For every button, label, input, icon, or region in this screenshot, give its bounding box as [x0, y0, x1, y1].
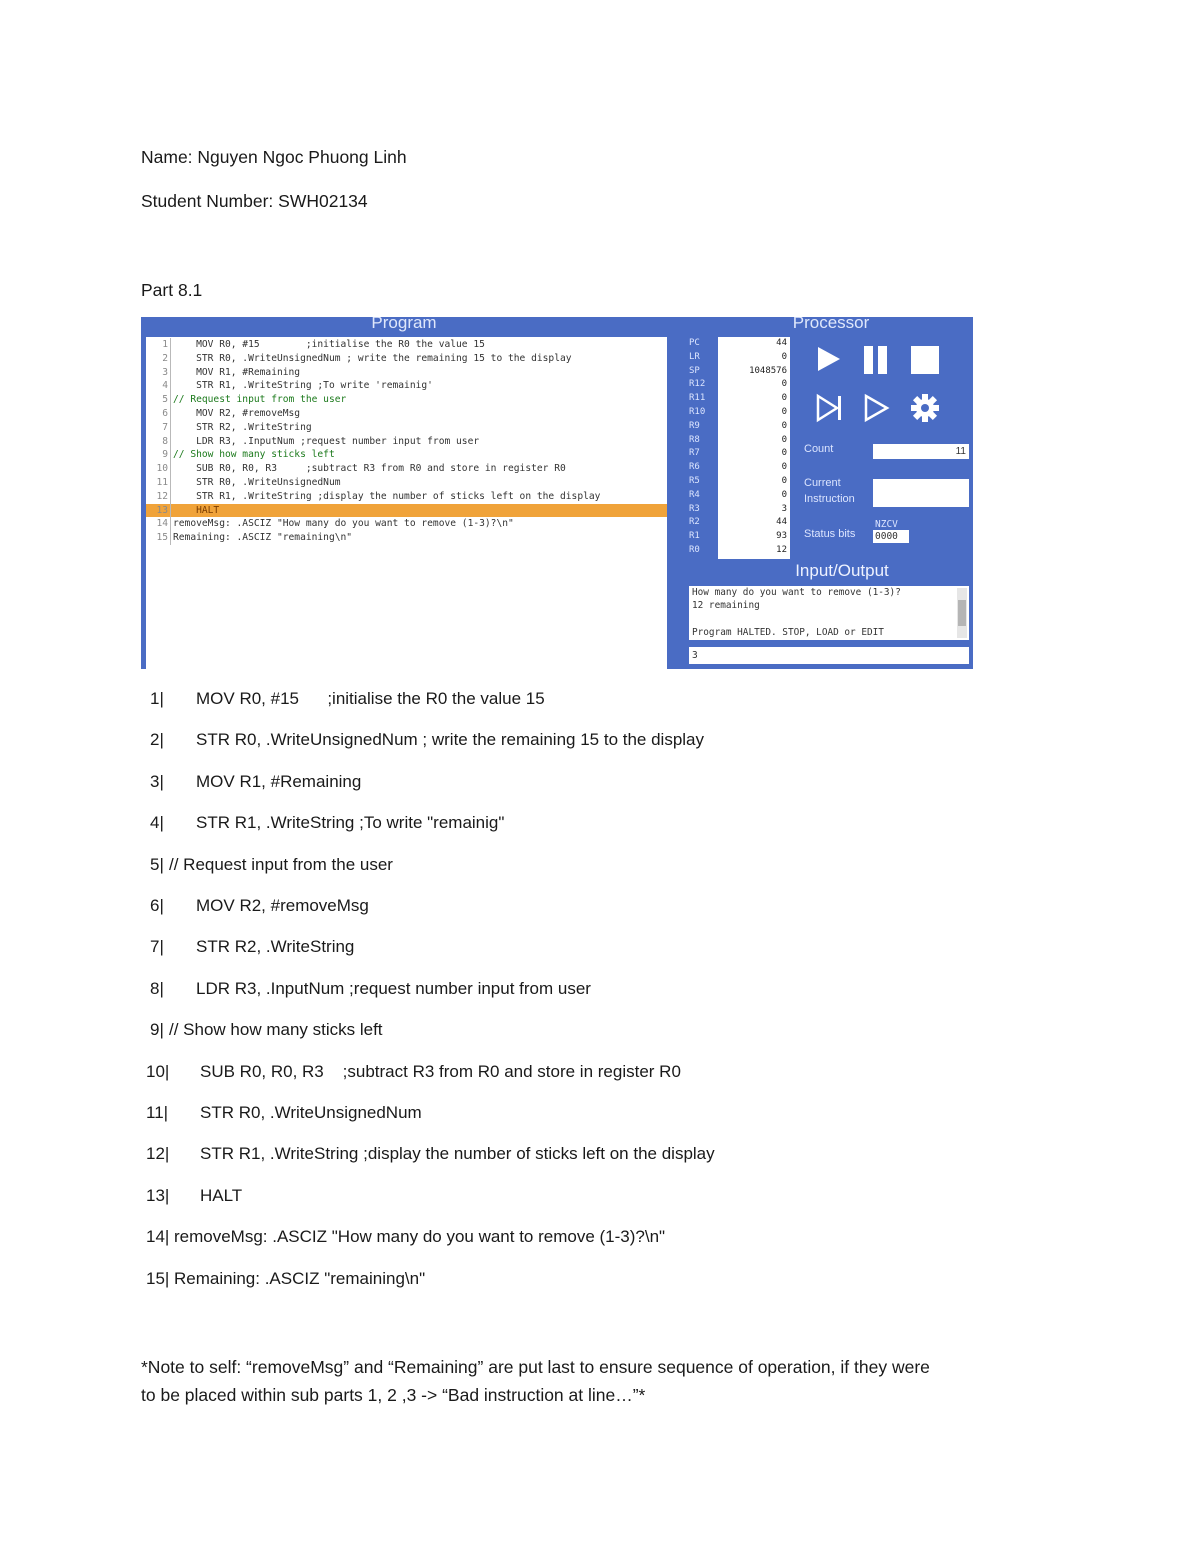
- listing-line-text: MOV R0, #15 ;initialise the R0 the value 15: [196, 689, 545, 708]
- io-input-value[interactable]: 3: [692, 650, 698, 661]
- code-line[interactable]: [146, 352, 667, 366]
- note-line-1: *Note to self: “removeMsg” and “Remaining” are put last to ensure sequence of operation, if they were: [141, 1357, 930, 1377]
- listing-line-number: 12|: [146, 1144, 170, 1164]
- register-name: LR: [689, 351, 700, 362]
- note-line-2: to be placed within sub parts 1, 2 ,3 -> “Bad instruction at line…”*: [141, 1385, 646, 1405]
- register-name: R0: [689, 545, 700, 555]
- code-line-number: 11: [146, 476, 171, 490]
- register-value: 12: [776, 545, 787, 555]
- register-name: R12: [689, 379, 706, 390]
- register-name: R6: [689, 462, 700, 473]
- register-name: R3: [689, 503, 700, 514]
- code-line-text: // Request input from the user: [173, 394, 347, 406]
- code-line[interactable]: [146, 476, 667, 490]
- code-line-number: 6: [146, 407, 171, 421]
- status-bits-label: Status bits: [804, 528, 856, 540]
- code-line-number: 2: [146, 352, 171, 366]
- listing-line-number: 15|: [146, 1268, 170, 1288]
- code-line-number: 1: [146, 338, 171, 352]
- code-line-number: 10: [146, 462, 171, 476]
- register-name: PC: [689, 338, 700, 348]
- processor-panel: [667, 317, 973, 669]
- code-line-text: MOV R2, #removeMsg: [173, 408, 301, 419]
- pause-icon[interactable]: [861, 345, 891, 375]
- register-value: 44: [776, 338, 787, 348]
- code-line[interactable]: [146, 435, 667, 449]
- code-line-text: removeMsg: .ASCIZ "How many do you want to remove (1-3)?\n": [173, 518, 514, 530]
- simulator-screenshot: [141, 317, 973, 669]
- listing-line-text: STR R1, .WriteString ;To write "remainig": [196, 813, 505, 833]
- listing-line-number: 3|: [150, 771, 164, 791]
- current-instruction-box: [873, 479, 969, 507]
- io-output: [689, 586, 969, 640]
- code-line-text: STR R2, .WriteString: [173, 421, 312, 433]
- io-title: Input/Output: [795, 561, 889, 580]
- register-value: 3: [781, 503, 787, 514]
- code-line[interactable]: [146, 338, 667, 352]
- listing-line-text: // Request input from the user: [169, 854, 393, 874]
- code-line-text: STR R0, .WriteUnsignedNum: [173, 477, 341, 488]
- listing-line-text: Remaining: .ASCIZ "remaining\n": [174, 1268, 426, 1288]
- listing-line-text: STR R2, .WriteString: [196, 937, 355, 957]
- register-name: R11: [689, 393, 706, 404]
- status-bits-box: [873, 530, 909, 543]
- run-icon[interactable]: [814, 345, 842, 373]
- code-line-text: STR R1, .WriteString ;To write 'remainig': [173, 380, 433, 392]
- code-line[interactable]: [146, 421, 667, 435]
- io-input-field[interactable]: [689, 647, 969, 664]
- code-line-number: 8: [146, 435, 171, 449]
- code-line-text: MOV R0, #15 ;initialise the R0 the value 15: [173, 339, 485, 350]
- code-line[interactable]: [146, 393, 667, 407]
- register-value: 0: [781, 379, 787, 390]
- register-value: 0: [781, 448, 787, 459]
- code-line-text: MOV R1, #Remaining: [173, 366, 301, 378]
- listing-line-text: LDR R3, .InputNum ;request number input from user: [196, 978, 591, 998]
- listing-line-number: 8|: [150, 978, 164, 998]
- status-bits-header: NZCV: [875, 519, 898, 530]
- io-line: 12 remaining: [692, 600, 760, 612]
- stop-icon[interactable]: [910, 345, 940, 375]
- code-line-number: 12: [146, 490, 171, 504]
- register-value: 0: [781, 420, 787, 431]
- code-line-number: 13: [146, 504, 171, 518]
- play-outline-icon[interactable]: [862, 393, 892, 423]
- register-name: R8: [689, 434, 700, 445]
- register-value: 0: [781, 351, 787, 362]
- listing-line-text: SUB R0, R0, R3 ;subtract R3 from R0 and store in register R0: [200, 1061, 681, 1081]
- program-title: Program: [371, 317, 437, 332]
- settings-icon[interactable]: [910, 393, 940, 423]
- io-scroll-thumb[interactable]: [958, 600, 966, 626]
- code-line-number: 3: [146, 366, 171, 380]
- code-line-number: 14: [146, 517, 171, 531]
- code-line[interactable]: [146, 517, 667, 531]
- code-line-number: 9: [146, 448, 171, 462]
- register-value: 93: [776, 531, 787, 542]
- register-value: 0: [781, 407, 787, 417]
- register-name: R10: [689, 407, 706, 417]
- count-box: [873, 444, 969, 459]
- listing-line-number: 4|: [150, 813, 164, 833]
- listing-line-text: STR R0, .WriteUnsignedNum ; write the remaining 15 to the display: [196, 730, 705, 750]
- io-line: Program HALTED. STOP, LOAD or EDIT: [692, 626, 884, 638]
- register-value: 0: [781, 489, 787, 500]
- processor-title: Processor: [792, 317, 870, 332]
- code-line-text: STR R0, .WriteUnsignedNum ; write the remaining 15 to the display: [173, 352, 572, 364]
- listing-line-number: 6|: [150, 896, 164, 915]
- code-line-text: STR R1, .WriteString ;display the number of sticks left on the display: [173, 490, 601, 502]
- listing-line-text: STR R1, .WriteString ;display the number of sticks left on the display: [200, 1144, 715, 1164]
- code-line-text: LDR R3, .InputNum ;request number input from user: [173, 435, 480, 447]
- count-value: 11: [955, 446, 966, 457]
- register-value: 0: [781, 393, 787, 404]
- code-line-number: 15: [146, 531, 171, 545]
- count-label: Count: [804, 443, 834, 455]
- listing-line-text: // Show how many sticks left: [169, 1020, 383, 1040]
- register-name: R7: [689, 448, 700, 459]
- listing-line-number: 10|: [146, 1061, 170, 1081]
- listing-line-text: MOV R1, #Remaining: [196, 771, 362, 791]
- code-line-text: Remaining: .ASCIZ "remaining\n": [173, 532, 353, 544]
- code-line-text: SUB R0, R0, R3 ;subtract R3 from R0 and store in register R0: [173, 463, 566, 475]
- current-instruction-label-2: Instruction: [804, 493, 855, 505]
- register-value: 0: [781, 462, 787, 473]
- register-value: 1048576: [749, 365, 787, 376]
- part-title: Part 8.1: [141, 280, 203, 300]
- current-instruction-label: Current: [804, 477, 841, 489]
- step-icon[interactable]: [815, 393, 845, 423]
- listing-line-text: HALT: [200, 1185, 243, 1205]
- code-line[interactable]: [146, 462, 667, 476]
- code-line-number: 4: [146, 379, 171, 393]
- listing-line-number: 9|: [150, 1020, 164, 1040]
- student-name: Name: Nguyen Ngoc Phuong Linh: [141, 147, 407, 167]
- listing-line-number: 2|: [150, 730, 164, 750]
- status-bits-value: 0000: [875, 531, 898, 542]
- register-name: R5: [689, 476, 700, 486]
- listing-line-text: removeMsg: .ASCIZ "How many do you want to remove (1-3)?\n": [174, 1227, 666, 1247]
- listing-line-text: STR R0, .WriteUnsignedNum: [200, 1103, 422, 1122]
- io-scrollbar[interactable]: [957, 588, 967, 638]
- listing-line-number: 7|: [150, 937, 164, 957]
- code-line-number: 7: [146, 421, 171, 435]
- io-line: How many do you want to remove (1-3)?: [692, 587, 901, 598]
- register-name: R1: [689, 531, 700, 542]
- code-line-text: HALT: [173, 504, 220, 516]
- listing-line-number: 14|: [146, 1227, 170, 1247]
- register-name: SP: [689, 365, 700, 376]
- listing-line-text: MOV R2, #removeMsg: [196, 896, 369, 915]
- listing-line-number: 5|: [150, 854, 164, 874]
- register-value: 0: [781, 476, 787, 486]
- code-line-text: // Show how many sticks left: [173, 449, 335, 461]
- code-line[interactable]: [146, 531, 667, 545]
- code-editor[interactable]: [146, 337, 667, 669]
- student-number: Student Number: SWH02134: [141, 191, 368, 211]
- code-line-number: 5: [146, 393, 171, 407]
- register-values: [718, 337, 790, 559]
- listing-line-number: 13|: [146, 1185, 170, 1205]
- register-name: R9: [689, 420, 700, 431]
- register-name: R2: [689, 517, 700, 528]
- code-line[interactable]: [146, 407, 667, 421]
- register-value: 0: [781, 434, 787, 445]
- code-line[interactable]: [146, 366, 667, 380]
- listing-line-number: 1|: [150, 689, 164, 708]
- code-line[interactable]: [146, 379, 667, 393]
- code-line[interactable]: [146, 504, 667, 518]
- code-line[interactable]: [146, 448, 667, 462]
- register-name: R4: [689, 489, 700, 500]
- listing-line-number: 11|: [146, 1103, 169, 1122]
- code-line[interactable]: [146, 490, 667, 504]
- register-value: 44: [776, 517, 787, 528]
